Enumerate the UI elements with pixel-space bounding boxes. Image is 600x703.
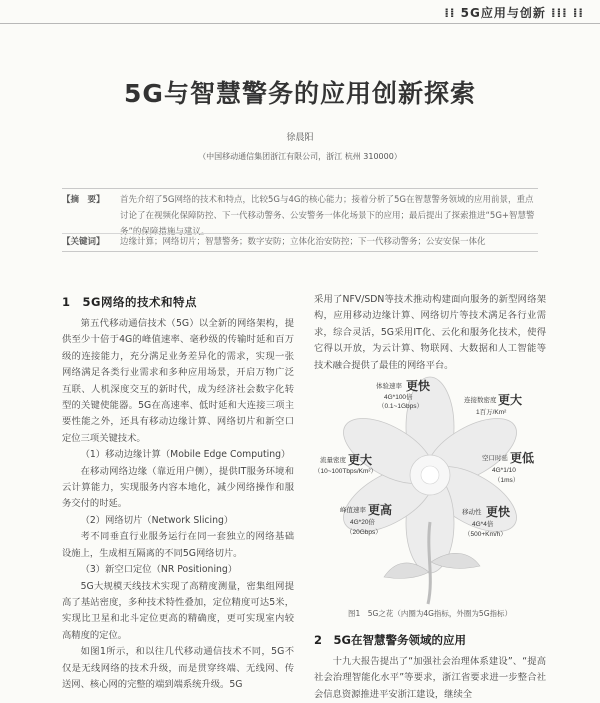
label-mobility-5g: （500+Km/h） [464, 531, 507, 538]
label-traffic-big: 更大 [348, 453, 373, 467]
article-title: 5G与智慧警务的应用创新探索 [124, 79, 476, 108]
section1-sub3: （3）新空口定位（NR Positioning） [80, 564, 238, 576]
keywords-text: 边缘计算；网络切片；智慧警务；数字安防；立体化治安防控；下一代移动警务；公安安保一体化 [120, 237, 486, 247]
label-latency-5g: （1ms） [494, 477, 520, 484]
author: 徐晨阳 [286, 133, 314, 143]
label-mobility-name: 移动性 [462, 509, 482, 516]
section2-para1: 十九大报告提出了“加强社会治理体系建设”、“提高社会治理智能化水平”等要求，浙江省要求进一步整合社会信息资源推进平安浙江建设，继续全 [314, 656, 546, 700]
label-peak-big: 更高 [368, 503, 393, 517]
label-connection-5g: 1百万/Km² [476, 409, 507, 416]
flower-stem [428, 522, 430, 604]
label-peak-name: 峰值速率 [340, 507, 366, 514]
label-mobility-big: 更快 [486, 505, 511, 519]
right-top-text: 采用了NFV/SDN等技术推动构建面向服务的新型网络架构，应用移动边缘计算、网络切片等技术满足各行业需求，综合灵活，5G采用IT化、云化和服务化技术，使得它得以开放，为云计算、物联网、大数据和人工智能等技术融合提供了最佳的网络平台。 [314, 294, 546, 371]
section1-para3: 考不同垂直行业服务运行在同一套独立的网络基础设施上，生成相互隔离的不同5G网络切片。 [62, 531, 294, 559]
top-rule [0, 23, 600, 24]
section1-para1: 第五代移动通信技术（5G）以全新的网络架构，提供至少十倍于4G的峰值速率、毫秒级的传输时延和百万级的连接能力，充分满足业务差异化的需求，实现一张网络满足各类行业需求和多种应用场景，开启万物广泛互联、人机深度交互的新时代，成为经济社会数字化转型的关键使能器。5G在高速率、低时延和大连接三项主要性能之外，还具有移动边缘计算、网络切片和新空口定位三项关键技术。 [62, 318, 294, 444]
section-tag [444, 4, 584, 21]
label-latency-big: 更低 [510, 451, 535, 465]
label-traffic-name: 流量密度 [320, 457, 346, 464]
right-column-top [314, 292, 546, 374]
figure-5g-flower [314, 372, 546, 612]
rule-top [62, 188, 538, 189]
abstract-label: 【摘 要】 [62, 195, 105, 205]
keywords-label: 【关键词】 [62, 237, 105, 247]
label-connection-name: 连接数密度 [464, 397, 497, 404]
label-connection-big: 更大 [498, 393, 523, 407]
section1-sub1: （1）移动边缘计算（Mobile Edge Computing） [80, 449, 291, 461]
figure-caption: 图1 5G之花（内圈为4G指标，外圈为5G指标） [347, 609, 513, 618]
label-experience-4g: 4G*100倍 [384, 394, 413, 401]
section-tag-marks-right: ⁞⁞⁞ ⁞⁞ [545, 6, 584, 20]
label-experience-big: 更快 [406, 379, 431, 393]
label-latency-4g: 4G*1/10 [492, 467, 516, 474]
label-experience-5g: （0.1~1Gbps） [378, 403, 423, 410]
section-tag-marks-left: ⁞⁞ [444, 6, 461, 20]
left-column [62, 292, 294, 693]
right-column-bottom [314, 630, 546, 703]
section1-heading: 1 5G网络的技术和特点 [62, 295, 197, 309]
flower-center-inner [421, 466, 439, 484]
affiliation: （中国移动通信集团浙江有限公司，浙江 杭州 310000） [198, 152, 402, 161]
section2-heading: 2 5G在智慧警务领域的应用 [314, 633, 466, 647]
section1-para5: 如图1所示，和以往几代移动通信技术不同，5G不仅是无线网络的技术升级，而是贯穿终端、无线网、传送网、核心网的完整的端到端系统升级。5G [62, 646, 294, 690]
section1-para2: 在移动网络边缘（靠近用户侧），提供IT服务环境和云计算能力，实现服务内容本地化，减少网络操作和服务交付的时延。 [62, 465, 294, 510]
label-traffic-5g: （10~100Tbps/Km²） [314, 468, 378, 475]
rule-bottom [62, 251, 538, 252]
section1-para4: 5G大规模天线技术实现了高精度测量，密集组网提高了基站密度，多种技术特性叠加，定位精度可达5米，实现比卫星和北斗定位更高的精确度，更可实现室内较高精度的定位。 [62, 580, 294, 641]
label-mobility-4g: 4G*4倍 [472, 521, 494, 528]
section-tag-text: 5G应用与创新 [460, 6, 546, 20]
section1-sub2: （2）网络切片（Network Slicing） [80, 514, 234, 526]
label-peak-4g: 4G*20倍 [350, 519, 375, 526]
label-experience-name: 体验速率 [376, 383, 402, 390]
label-peak-5g: （20Gbps） [346, 529, 382, 536]
keywords [62, 234, 538, 250]
abstract-text: 首先介绍了5G网络的技术和特点，比较5G与4G的核心能力；接着分析了5G在智慧警务领域的应用前景，重点讨论了在视频化保障防控、下一代移动警务、公安警务一体化场景下的应用；最后提出了探索推进“5G+智慧警务”的保障措施与建议。 [120, 195, 535, 237]
label-latency-name: 空口时延 [482, 455, 508, 462]
